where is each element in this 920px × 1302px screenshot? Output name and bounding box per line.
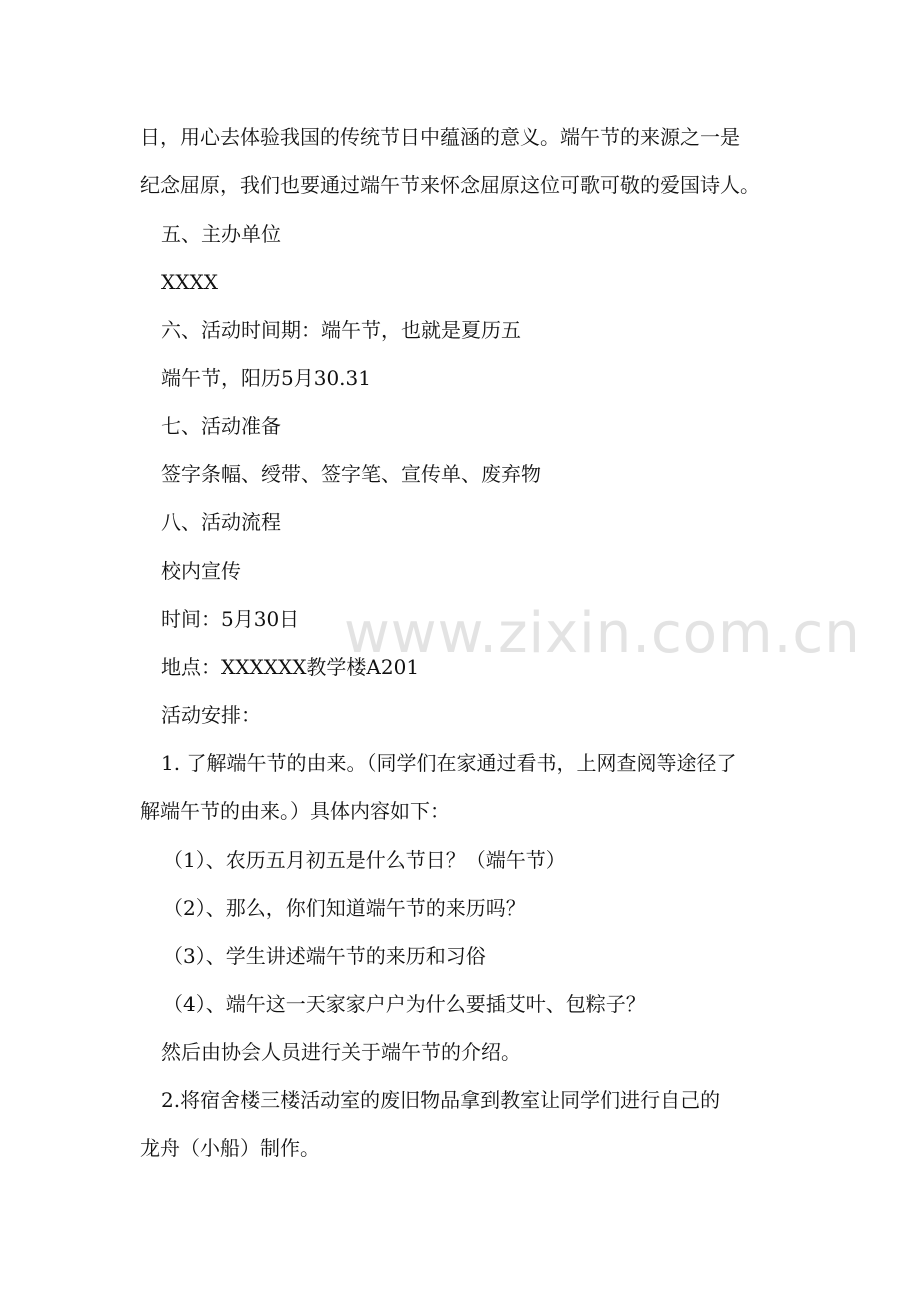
sub-item-2: （2）、那么，你们知道端午节的来历吗？ — [163, 896, 526, 920]
preparation-items: 签字条幅、绶带、签字笔、宣传单、废弃物 — [161, 462, 541, 486]
process-arrangement-label: 活动安排： — [161, 703, 261, 727]
arrangement-item-1-continuation: 解端午节的由来。）具体内容如下： — [140, 799, 450, 823]
process-time: 时间：5月30日 — [161, 607, 300, 631]
watermark: www.zixin.com.cn — [344, 601, 861, 666]
sub-item-3: （3）、学生讲述端午节的来历和习俗 — [163, 944, 486, 968]
sub-item-1: （1）、农历五月初五是什么节日？（端午节） — [163, 848, 566, 872]
activity-date-text: 端午节，阳历5月30.31 — [161, 366, 371, 390]
introduction-line: 然后由协会人员进行关于端午节的介绍。 — [161, 1040, 521, 1064]
section-heading-activity-time: 六、活动时间期：端午节，也就是夏历五 — [161, 318, 521, 342]
arrangement-item-2: 2.将宿舍楼三楼活动室的废旧物品拿到教室让同学们进行自己的 — [161, 1088, 721, 1112]
arrangement-item-2-continuation: 龙舟（小船）制作。 — [140, 1136, 320, 1160]
sub-item-4: （4）、端午这一天家家户户为什么要插艾叶、包粽子？ — [163, 992, 646, 1016]
organizer-value: XXXX — [161, 270, 218, 294]
section-heading-process: 八、活动流程 — [161, 510, 281, 534]
process-campus-promotion: 校内宣传 — [161, 559, 241, 583]
paragraph-line-continuation-2: 纪念屈原，我们也要通过端午节来怀念屈原这位可歌可敬的爱国诗人。 — [140, 173, 760, 197]
section-heading-preparation: 七、活动准备 — [161, 414, 281, 438]
process-location: 地点：XXXXXX教学楼A201 — [161, 655, 420, 679]
paragraph-line-continuation-1: 日，用心去体验我国的传统节日中蕴涵的意义。端午节的来源之一是 — [140, 125, 740, 149]
section-heading-organizer: 五、主办单位 — [161, 222, 281, 246]
arrangement-item-1: 1. 了解端午节的由来。（同学们在家通过看书，上网查阅等途径了 — [161, 751, 737, 775]
